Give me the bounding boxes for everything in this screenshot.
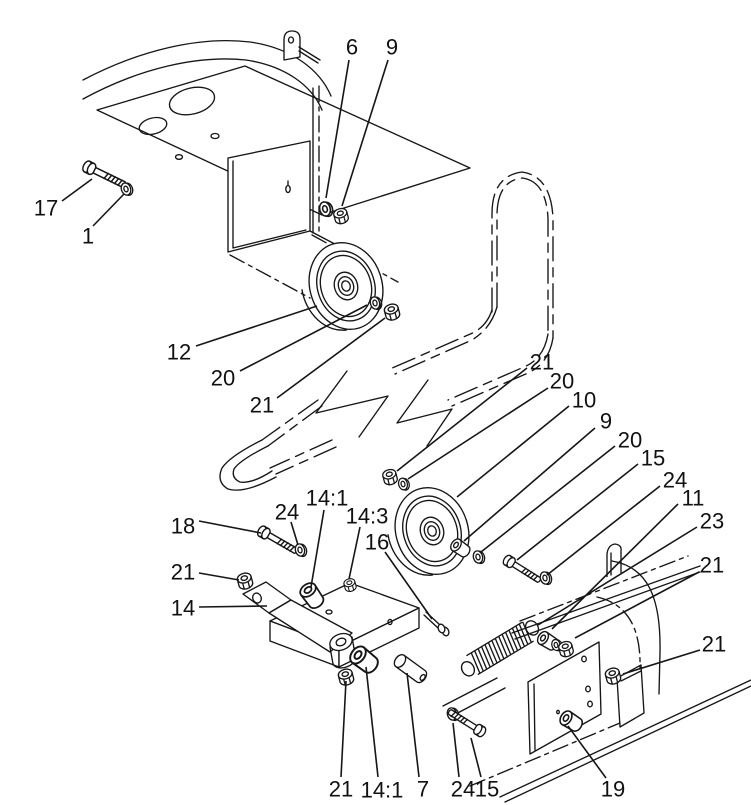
callout-21: 21 (699, 552, 725, 578)
bolt-15a (502, 554, 543, 585)
callout-layer (34, 35, 726, 803)
callout-21: 21 (249, 392, 275, 418)
callout-14:1: 14:1 (305, 485, 349, 511)
pulley-10 (377, 478, 480, 586)
bolt-16 (424, 612, 450, 637)
leader-line-17 (62, 179, 92, 201)
leader-line-20 (240, 305, 367, 371)
callout-15: 15 (640, 445, 666, 471)
belt-break-symbol (397, 380, 452, 446)
nut-9-top (333, 207, 350, 225)
callout-14:1: 14:1 (360, 777, 404, 803)
leader-line-21 (623, 650, 700, 674)
callout-17: 17 (33, 195, 59, 221)
callout-24: 24 (450, 776, 476, 802)
leader-line-14:3 (349, 527, 360, 579)
callout-14:3: 14:3 (345, 503, 389, 529)
callout-21: 21 (328, 776, 354, 802)
nut-21a (383, 303, 401, 322)
leader-line-14 (199, 606, 267, 607)
callout-20: 20 (549, 368, 575, 394)
leader-line-9 (464, 428, 595, 541)
leader-line-21 (277, 318, 385, 398)
side-bracket (617, 665, 644, 727)
leader-line-10 (457, 406, 569, 497)
leader-line-21 (341, 681, 346, 777)
belt-break-symbol (316, 371, 388, 437)
washer-24a (294, 542, 308, 558)
leader-line-24 (291, 522, 298, 545)
spacer-6 (318, 200, 334, 218)
callout-9: 9 (599, 408, 613, 434)
belt-guide-tab (284, 31, 320, 63)
leader-line-14:1 (366, 667, 378, 777)
leader-line-14:1 (311, 510, 324, 587)
callout-18: 18 (170, 513, 196, 539)
callout-24: 24 (662, 467, 688, 493)
callout-19: 19 (600, 776, 626, 802)
callout-11: 11 (681, 485, 705, 511)
callout-14: 14 (170, 595, 196, 621)
leader-line-21 (575, 572, 699, 638)
pulley-12 (291, 233, 394, 341)
bolt-15b (446, 707, 487, 738)
leader-line-24 (453, 723, 459, 777)
leader-line-15 (471, 738, 481, 777)
callout-21: 21 (701, 631, 727, 657)
callout-6: 6 (345, 34, 359, 60)
callout-20: 20 (617, 427, 643, 453)
spacer-7 (392, 653, 429, 685)
frame-deck-assembly (83, 31, 470, 298)
leader-line-9 (342, 60, 388, 206)
leader-line-11 (552, 504, 678, 629)
callout-15: 15 (474, 776, 500, 802)
washer-20c (472, 549, 486, 565)
side-panel (228, 141, 310, 252)
callout-20: 20 (210, 365, 236, 391)
mounting-plate (528, 642, 601, 754)
callout-16: 16 (364, 529, 390, 555)
leader-line-21 (199, 573, 239, 580)
leader-line-24 (547, 486, 660, 575)
callout-24: 24 (274, 499, 300, 525)
leader-line-18 (199, 521, 261, 533)
nut-21c (382, 468, 399, 486)
callout-21: 21 (170, 559, 196, 585)
callout-23: 23 (699, 508, 725, 534)
leader-line-1 (93, 194, 124, 226)
bolt-17 (81, 160, 128, 191)
leader-line-6 (326, 60, 349, 198)
callout-9: 9 (385, 34, 399, 60)
callout-10: 10 (571, 387, 597, 413)
callout-21: 21 (529, 349, 555, 375)
leader-line-20 (408, 388, 548, 479)
callout-1: 1 (81, 223, 95, 249)
leader-line-7 (407, 673, 419, 777)
callout-7: 7 (416, 776, 430, 802)
nut-21d (236, 572, 254, 591)
nut-21f (604, 667, 622, 686)
callout-12: 12 (166, 339, 192, 365)
